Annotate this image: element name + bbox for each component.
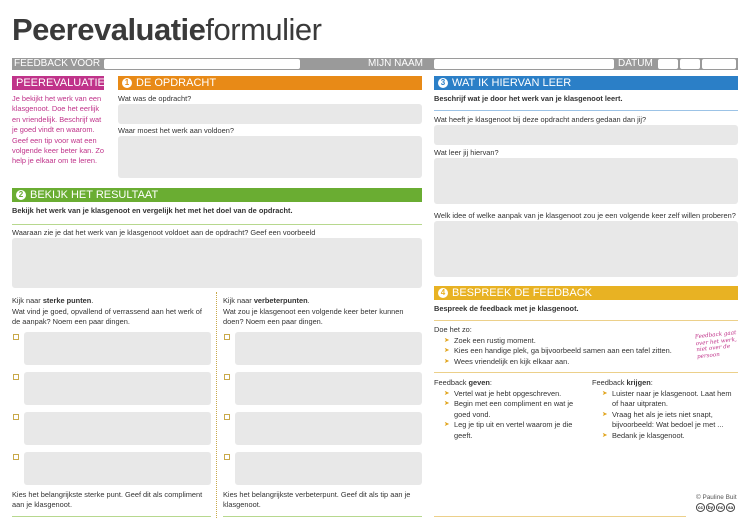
resultaat-q1: Waaraan zie je dat het werk van je klasgenoot voldoet aan de opdracht? Geef een voorbeeld xyxy=(12,228,316,237)
list-item: ➤ Begin met een compliment en wat je goed vond. xyxy=(444,399,584,420)
cc-license-icon: cc by nc sa xyxy=(697,505,733,510)
improve-checkbox-4[interactable] xyxy=(224,454,230,460)
peerevaluatie-intro: Je bekijkt het werk van een klasgenoot. Doe het eerlijk en vriendelijk. Beschrijf wat je goed vindt en waarom. Geef een tip voor wat een volgende keer beter kan. Zo help je elkaar om te leren. xyxy=(12,94,105,166)
bespreek-header: 4 BESPREEK DE FEEDBACK xyxy=(434,286,738,300)
list-item: ➤ Vraag het als je iets niet snapt, bijvoorbeeld: Wat bedoel je met ... xyxy=(602,410,738,431)
divider xyxy=(12,224,422,225)
leer-answer-1[interactable] xyxy=(434,125,738,145)
strong-checkbox-2[interactable] xyxy=(13,374,19,380)
leer-q3: Welk idee of welke aanpak van je klasgenoot zou je een volgende keer zelf willen proberen? xyxy=(434,211,736,220)
doe-het-zo-list xyxy=(444,336,694,367)
list-item: ➤ Leg je tip uit en vertel waarom je die geeft. xyxy=(444,420,584,441)
list-item: ➤ Zoek een rustig moment. xyxy=(444,336,694,346)
feedback-krijgen-heading: Feedback krijgen: xyxy=(592,378,653,387)
feedback-krijgen-list xyxy=(602,389,738,441)
improve-points-heading: Kijk naar verbeterpunten. xyxy=(223,296,310,305)
improve-answer-2[interactable] xyxy=(235,372,422,405)
opdracht-q1: Wat was de opdracht? xyxy=(118,94,192,103)
opdracht-q2: Waar moest het werk aan voldoen? xyxy=(118,126,234,135)
feedback-geven-heading: Feedback geven: xyxy=(434,378,492,387)
leer-q2: Wat leer jij hiervan? xyxy=(434,148,499,157)
opdracht-answer-1[interactable] xyxy=(118,104,422,124)
datum-month-field[interactable] xyxy=(680,59,700,69)
improve-points-desc: Wat zou je klasgenoot een volgende keer beter kunnen doen? Noem een paar dingen. xyxy=(223,307,404,326)
column-divider xyxy=(216,292,217,518)
improve-answer-3[interactable] xyxy=(235,412,422,445)
datum-year-field[interactable] xyxy=(702,59,736,69)
improve-footer: Kies het belangrijkste verbeterpunt. Geef dit als tip aan je klasgenoot. xyxy=(223,490,411,509)
feedback-voor-label: FEEDBACK VOOR xyxy=(14,58,101,69)
list-item: ➤ Luister naar je klasgenoot. Laat hem of haar uitpraten. xyxy=(602,389,738,410)
divider xyxy=(434,110,738,111)
mijn-naam-label: MIJN NAAM xyxy=(368,58,423,69)
strong-footer: Kies het belangrijkste sterke punt. Geef dit als compliment aan je klasgenoot. xyxy=(12,490,203,509)
strong-answer-1[interactable] xyxy=(24,332,211,365)
divider xyxy=(12,516,211,517)
datum-day-field[interactable] xyxy=(658,59,678,69)
feedback-geven-list xyxy=(444,389,584,441)
leer-q1: Wat heeft je klasgenoot bij deze opdracht anders gedaan dan jij? xyxy=(434,115,647,124)
bespreek-lead: Bespreek de feedback met je klasgenoot. xyxy=(434,304,579,313)
handwritten-note: Feedback gaat over het werk, niet over de persoon xyxy=(694,330,738,361)
list-item: ➤ Wees vriendelijk en kijk elkaar aan. xyxy=(444,357,694,367)
strong-checkbox-4[interactable] xyxy=(13,454,19,460)
resultaat-header: 2 BEKIJK HET RESULTAAT xyxy=(12,188,422,202)
divider xyxy=(434,320,738,321)
list-item: ➤ Bedank je klasgenoot. xyxy=(602,431,738,441)
divider xyxy=(434,372,738,373)
improve-answer-1[interactable] xyxy=(235,332,422,365)
improve-checkbox-3[interactable] xyxy=(224,414,230,420)
strong-checkbox-3[interactable] xyxy=(13,414,19,420)
leer-header: 3 WAT IK HIERVAN LEER xyxy=(434,76,738,90)
strong-answer-3[interactable] xyxy=(24,412,211,445)
feedback-voor-field[interactable] xyxy=(104,59,300,69)
list-item: ➤ Vertel wat je hebt opgeschreven. xyxy=(444,389,584,399)
improve-checkbox-1[interactable] xyxy=(224,334,230,340)
divider xyxy=(223,516,422,517)
strong-answer-4[interactable] xyxy=(24,452,211,485)
leer-lead: Beschrijf wat je door het werk van je klasgenoot leert. xyxy=(434,94,623,103)
divider xyxy=(434,516,686,517)
doe-het-zo-label: Doe het zo: xyxy=(434,325,472,334)
opdracht-header: 1 DE OPDRACHT xyxy=(118,76,422,90)
strong-answer-2[interactable] xyxy=(24,372,211,405)
copyright: © Pauline Buit xyxy=(696,494,737,501)
mijn-naam-field[interactable] xyxy=(434,59,614,69)
strong-points-desc: Wat vind je goed, opvallend of verrassend aan het werk of de aanpak? Noem een paar dingen. xyxy=(12,307,202,326)
opdracht-answer-2[interactable] xyxy=(118,136,422,178)
leer-answer-3[interactable] xyxy=(434,221,738,277)
strong-checkbox-1[interactable] xyxy=(13,334,19,340)
resultaat-lead: Bekijk het werk van je klasgenoot en vergelijk het met het doel van de opdracht. xyxy=(12,206,293,215)
resultaat-answer-1[interactable] xyxy=(12,238,422,288)
page-title: Peerevaluatieformulier xyxy=(12,12,322,47)
datum-label: DATUM xyxy=(618,58,653,69)
improve-answer-4[interactable] xyxy=(235,452,422,485)
peerevaluatie-header: PEEREVALUATIE xyxy=(12,76,104,90)
strong-points-heading: Kijk naar sterke punten. xyxy=(12,296,94,305)
list-item: ➤ Kies een handige plek, ga bijvoorbeeld samen aan een tafel zitten. xyxy=(444,346,694,356)
improve-checkbox-2[interactable] xyxy=(224,374,230,380)
header-bar xyxy=(12,58,738,70)
leer-answer-2[interactable] xyxy=(434,158,738,204)
